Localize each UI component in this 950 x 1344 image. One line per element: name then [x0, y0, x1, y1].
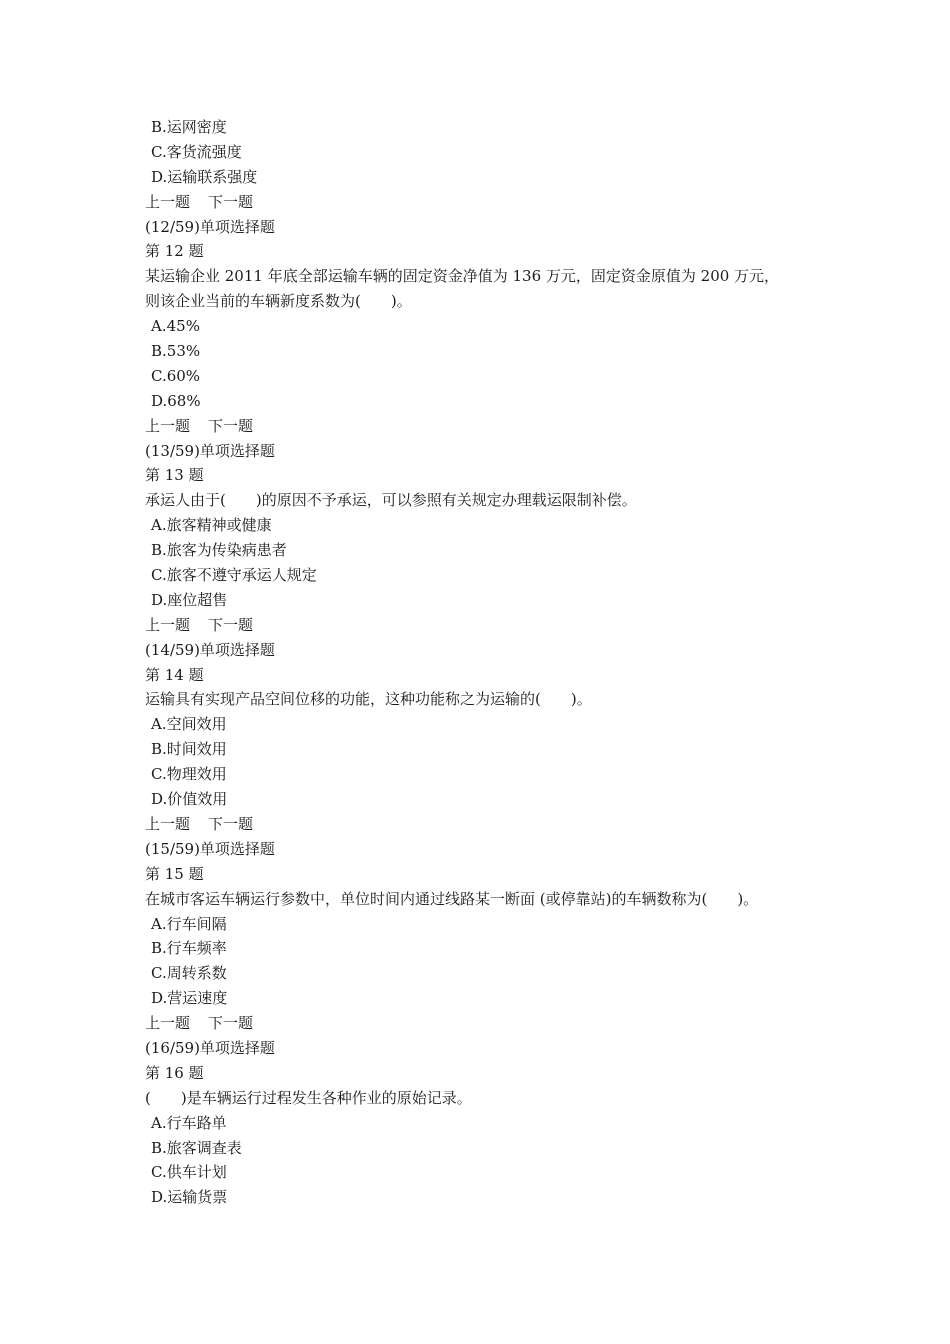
option-c[interactable]: C.客货流强度 [151, 142, 242, 161]
prev-question-link[interactable]: 上一题 [145, 416, 191, 435]
question-header: (13/59)单项选择题 [145, 441, 275, 460]
question-nav [145, 190, 845, 215]
option-a[interactable]: A.行车路单 [151, 1113, 227, 1132]
option-b[interactable]: B.旅客调查表 [151, 1138, 242, 1157]
option-b[interactable]: B.旅客为传染病患者 [151, 541, 287, 560]
option-d[interactable]: D.运输联系强度 [151, 167, 258, 186]
option-a[interactable]: A.空间效用 [151, 715, 227, 734]
next-question-link[interactable]: 下一题 [208, 615, 254, 634]
question-header: (16/59)单项选择题 [145, 1038, 275, 1057]
option-b[interactable]: B.行车频率 [151, 939, 227, 958]
next-question-link[interactable]: 下一题 [208, 192, 254, 211]
option-b[interactable]: B.时间效用 [151, 740, 227, 759]
option-d[interactable]: D.价值效用 [151, 790, 228, 809]
option-d[interactable]: D.68% [151, 391, 201, 410]
prev-question-link[interactable]: 上一题 [145, 1014, 191, 1033]
question-stem-continued: 则该企业当前的车辆新度系数为( )。 [145, 292, 412, 311]
option-a[interactable]: A.行车间隔 [151, 914, 227, 933]
option-c[interactable]: C.物理效用 [151, 765, 227, 784]
question-nav [145, 613, 845, 638]
question-number: 第 12 题 [145, 242, 204, 261]
question-stem: ( )是车辆运行过程发生各种作业的原始记录。 [145, 1088, 472, 1107]
next-question-link[interactable]: 下一题 [208, 416, 254, 435]
question-number: 第 13 题 [145, 466, 204, 485]
option-d[interactable]: D.座位超售 [151, 590, 228, 609]
option-a[interactable]: A.45% [151, 317, 200, 336]
option-c[interactable]: C.周转系数 [151, 964, 227, 983]
question-nav [145, 1011, 845, 1036]
question-number: 第 14 题 [145, 665, 204, 684]
question-header: (12/59)单项选择题 [145, 217, 275, 236]
question-nav [145, 414, 845, 439]
question-stem: 在城市客运车辆运行参数中，单位时间内通过线路某一断面 (或停靠站)的车辆数称为( )。 [145, 889, 759, 908]
question-header: (14/59)单项选择题 [145, 640, 275, 659]
option-c[interactable]: C.旅客不遵守承运人规定 [151, 566, 317, 585]
prev-question-link[interactable]: 上一题 [145, 814, 191, 833]
question-stem: 运输具有实现产品空间位移的功能，这种功能称之为运输的( )。 [145, 690, 592, 709]
question-header: (15/59)单项选择题 [145, 839, 275, 858]
option-a[interactable]: A.旅客精神或健康 [151, 516, 272, 535]
next-question-link[interactable]: 下一题 [208, 814, 254, 833]
option-d[interactable]: D.运输货票 [151, 1188, 228, 1207]
question-list [145, 115, 845, 1210]
question-number: 第 16 题 [145, 1063, 204, 1082]
question-number: 第 15 题 [145, 864, 204, 883]
option-c[interactable]: C.供车计划 [151, 1163, 227, 1182]
prev-question-link[interactable]: 上一题 [145, 615, 191, 634]
prev-question-link[interactable]: 上一题 [145, 192, 191, 211]
option-c[interactable]: C.60% [151, 366, 201, 385]
option-b[interactable]: B.53% [151, 342, 201, 361]
option-d[interactable]: D.营运速度 [151, 989, 228, 1008]
question-stem: 某运输企业 2011 年底全部运输车辆的固定资金净值为 136 万元，固定资金原值为 200 万元， [145, 267, 780, 286]
question-nav [145, 812, 845, 837]
question-stem: 承运人由于( )的原因不予承运，可以参照有关规定办理载运限制补偿。 [145, 491, 637, 510]
next-question-link[interactable]: 下一题 [208, 1014, 254, 1033]
option-b[interactable]: B.运网密度 [151, 118, 227, 136]
